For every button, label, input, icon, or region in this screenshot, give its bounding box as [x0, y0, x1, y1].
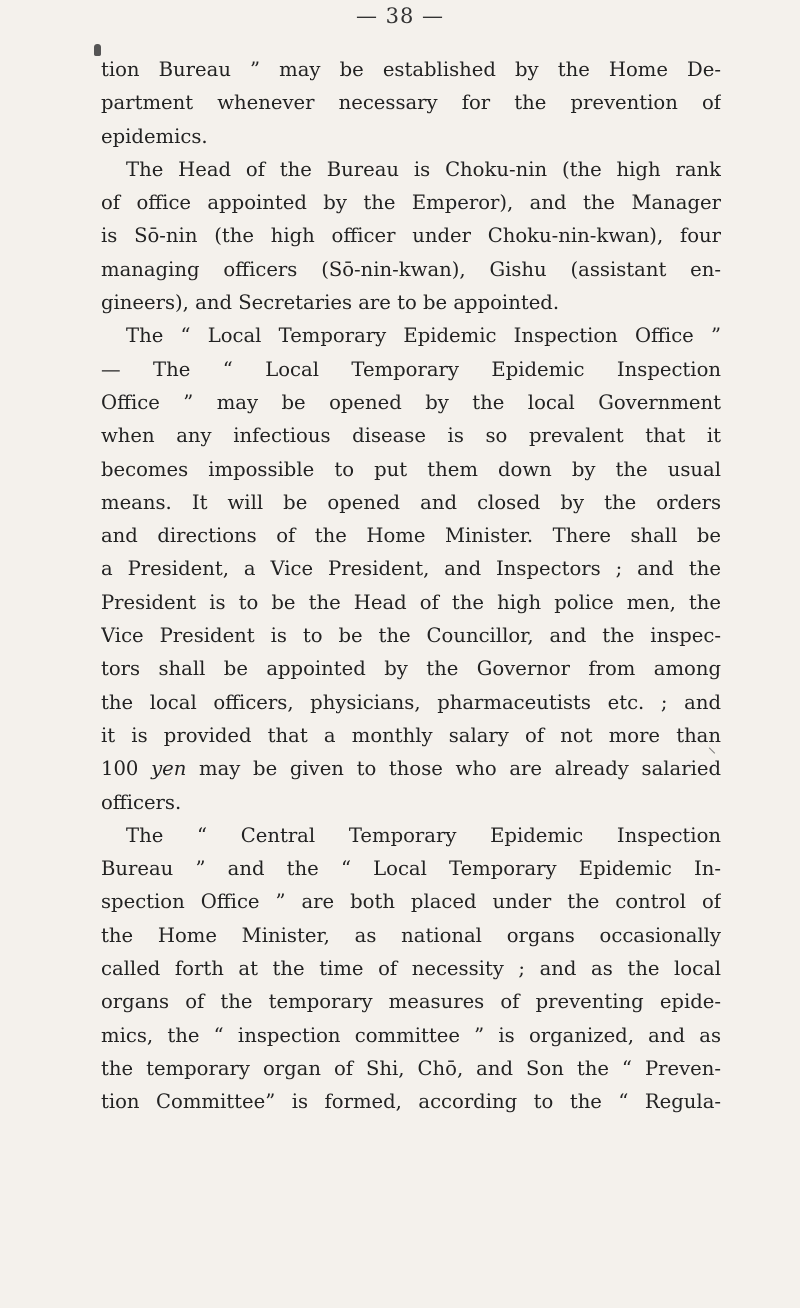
text-line: mics, the “ inspection committee ” is organized, and as [101, 1023, 721, 1047]
text-line: when any infectious disease is so prevalent that it [101, 424, 721, 448]
text-line: organs of the temporary measures of preventing epide- [101, 990, 721, 1014]
text-line: The “ Central Temporary Epidemic Inspection [126, 823, 721, 847]
text-line: the temporary organ of Shi, Chō, and Son the “ Preven- [101, 1056, 721, 1080]
page-number: — 38 — [355, 4, 445, 28]
text-line: gineers), and Secretaries are to be appointed. [101, 291, 560, 315]
text-line: means. It will be opened and closed by the orders [101, 490, 721, 514]
text-line: — The “ Local Temporary Epidemic Inspection [101, 357, 721, 381]
text-line: the Home Minister, as national organs occasionally [101, 923, 721, 947]
text-line: officers. [101, 790, 182, 814]
text-line: epidemics. [101, 124, 208, 148]
ink-blot-mark [94, 44, 101, 56]
text-line: becomes impossible to put them down by the usual [101, 457, 721, 481]
salary-line [101, 752, 721, 785]
text-line: of office appointed by the Emperor), and the Manager [101, 191, 721, 215]
body-text [101, 53, 721, 1119]
text-line: the local officers, physicians, pharmaceutists etc. ; and [101, 690, 721, 714]
text-line: managing officers (Sō-nin-kwan), Gishu (assistant en- [101, 257, 721, 281]
salary-amount: 100 [101, 757, 139, 781]
text-line: Bureau ” and the “ Local Temporary Epidemic In- [101, 857, 721, 881]
text-line: and directions of the Home Minister. There shall be [101, 524, 721, 548]
text-line: President is to be the Head of the high police men, the [101, 590, 721, 614]
text-line: tion Bureau ” may be established by the Home De- [101, 58, 721, 81]
salary-line-rest: may be given to those who are already salaried [199, 757, 721, 781]
text-line: called forth at the time of necessity ; and as the local [101, 957, 721, 981]
section-heading-line: The “ Local Temporary Epidemic Inspection Office ” [126, 324, 721, 348]
text-line: it is provided that a monthly salary of not more than [101, 723, 721, 747]
text-line: is Sō-nin (the high officer under Choku-nin-kwan), four [101, 224, 721, 248]
text-line: Office ” may be opened by the local Government [101, 390, 721, 414]
text-line: tors shall be appointed by the Governor from among [101, 657, 721, 681]
currency-unit: yen [151, 757, 187, 781]
text-line: a President, a Vice President, and Inspectors ; and the [101, 557, 721, 581]
text-line: tion Committee” is formed, according to the “ Regula- [101, 1090, 721, 1114]
text-line: Vice President is to be the Councillor, and the inspec- [101, 624, 721, 648]
text-line: partment whenever necessary for the prevention of [101, 91, 721, 115]
text-line: spection Office ” are both placed under the control of [101, 890, 721, 914]
text-line: The Head of the Bureau is Choku-nin (the high rank [126, 157, 721, 181]
